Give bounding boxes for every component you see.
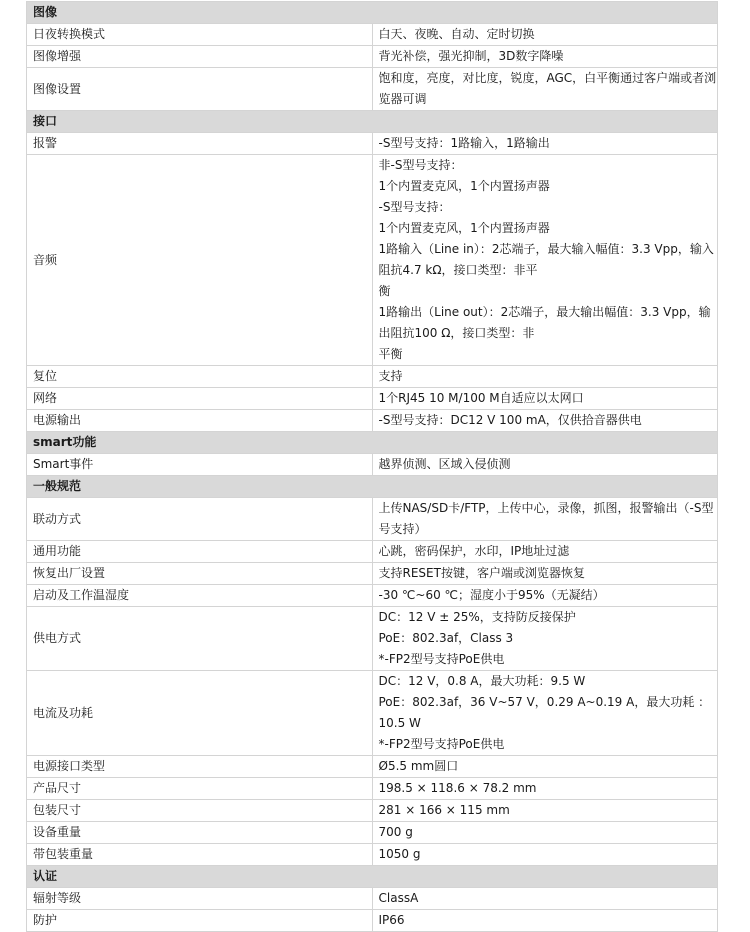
spec-key: 网络 (27, 388, 373, 410)
spec-key: 电流及功耗 (27, 671, 373, 756)
spec-row (27, 498, 718, 541)
section-header-row (27, 476, 718, 498)
spec-key: 报警 (27, 133, 373, 155)
spec-key: 图像增强 (27, 46, 373, 68)
spec-value (372, 541, 718, 563)
spec-row (27, 778, 718, 800)
spec-row (27, 133, 718, 155)
spec-row (27, 410, 718, 432)
spec-value (372, 133, 718, 155)
spec-table-body (27, 2, 718, 932)
spec-key: 供电方式 (27, 607, 373, 671)
spec-key: Smart事件 (27, 454, 373, 476)
spec-value (372, 756, 718, 778)
spec-key: 图像设置 (27, 68, 373, 111)
spec-row (27, 585, 718, 607)
spec-value-line: 平衡 (378, 347, 403, 361)
spec-value-line: 非-S型号支持： (378, 158, 463, 172)
spec-value-line: *-FP2型号支持PoE供电 (378, 737, 505, 751)
spec-key: 通用功能 (27, 541, 373, 563)
section-header-row (27, 866, 718, 888)
spec-row (27, 563, 718, 585)
spec-value-line: 700 g (378, 825, 413, 839)
spec-value-line: 越界侦测、区域入侵侦测 (378, 457, 511, 471)
spec-row (27, 68, 718, 111)
spec-row (27, 910, 718, 932)
spec-value-line: PoE：802.3af，36 V~57 V，0.29 A~0.19 A，最大功耗 ：10.5 W (378, 695, 711, 730)
spec-value-line: 支持 (378, 369, 403, 383)
spec-value (372, 366, 718, 388)
spec-row (27, 541, 718, 563)
spec-value (372, 388, 718, 410)
spec-value-line: DC：12 V ± 25%，支持防反接保护 (378, 610, 576, 624)
spec-value-line: 衡 (378, 284, 391, 298)
spec-value-line: -30 ℃~60 ℃；湿度小于95%（无凝结） (378, 588, 605, 602)
spec-value-line: 1个内置麦克风，1个内置扬声器 (378, 221, 550, 235)
spec-row (27, 607, 718, 671)
spec-value-line: IP66 (378, 913, 405, 927)
spec-row (27, 155, 718, 366)
spec-value-line: 背光补偿，强光抑制，3D数字降噪 (378, 49, 564, 63)
section-title: 图像 (27, 2, 718, 24)
spec-value-line: *-FP2型号支持PoE供电 (378, 652, 505, 666)
spec-value (372, 888, 718, 910)
spec-row (27, 800, 718, 822)
spec-key: 辐射等级 (27, 888, 373, 910)
spec-value (372, 498, 718, 541)
spec-value-line: 1路输出（Line out）：2芯端子，最大输出幅值：3.3 Vpp，输出阻抗100 Ω，接口类型：非 (378, 305, 711, 340)
spec-value (372, 585, 718, 607)
spec-value-line: -S型号支持：1路输入，1路输出 (378, 136, 550, 150)
spec-value-line: 1路输入（Line in）：2芯端子，最大输入幅值：3.3 Vpp，输入阻抗4.7 kΩ，接口类型：非平 (378, 242, 714, 277)
spec-row (27, 671, 718, 756)
spec-value-line: 281 × 166 × 115 mm (378, 803, 510, 817)
spec-value-line: 支持RESET按键，客户端或浏览器恢复 (378, 566, 585, 580)
spec-value-line: 上传NAS/SD卡/FTP，上传中心，录像，抓图，报警输出（-S型号支持） (378, 501, 714, 536)
spec-value-line: 1个内置麦克风，1个内置扬声器 (378, 179, 550, 193)
spec-value-line: 1个RJ45 10 M/100 M自适应以太网口 (378, 391, 584, 405)
spec-table (26, 1, 718, 932)
spec-value (372, 24, 718, 46)
spec-value-line: 心跳，密码保护，水印，IP地址过滤 (378, 544, 570, 558)
spec-key: 防护 (27, 910, 373, 932)
spec-row (27, 388, 718, 410)
spec-key: 带包装重量 (27, 844, 373, 866)
spec-value-line: 1050 g (378, 847, 421, 861)
spec-value-line: DC：12 V，0.8 A，最大功耗：9.5 W (378, 674, 586, 688)
spec-value-line: ClassA (378, 891, 419, 905)
spec-key: 日夜转换模式 (27, 24, 373, 46)
spec-key: 电源输出 (27, 410, 373, 432)
spec-value (372, 800, 718, 822)
spec-key: 联动方式 (27, 498, 373, 541)
spec-row (27, 24, 718, 46)
spec-row (27, 46, 718, 68)
section-header-row (27, 432, 718, 454)
spec-value (372, 410, 718, 432)
spec-row (27, 366, 718, 388)
spec-value-line: -S型号支持： (378, 200, 451, 214)
spec-value-line: PoE：802.3af，Class 3 (378, 631, 514, 645)
spec-row (27, 844, 718, 866)
spec-value (372, 844, 718, 866)
spec-key: 启动及工作温湿度 (27, 585, 373, 607)
spec-value-line: Ø5.5 mm圆口 (378, 759, 459, 773)
spec-value (372, 607, 718, 671)
spec-value-line: 198.5 × 118.6 × 78.2 mm (378, 781, 537, 795)
section-header-row (27, 111, 718, 133)
spec-value-line: 白天、夜晚、自动、定时切换 (378, 27, 535, 41)
spec-value (372, 822, 718, 844)
spec-value (372, 155, 718, 366)
spec-value (372, 454, 718, 476)
spec-row (27, 454, 718, 476)
spec-row (27, 756, 718, 778)
spec-value (372, 778, 718, 800)
spec-key: 音频 (27, 155, 373, 366)
spec-row (27, 888, 718, 910)
section-title: 接口 (27, 111, 718, 133)
section-title: smart功能 (27, 432, 718, 454)
spec-key: 恢复出厂设置 (27, 563, 373, 585)
spec-value (372, 910, 718, 932)
spec-row (27, 822, 718, 844)
section-header-row (27, 2, 718, 24)
section-title: 认证 (27, 866, 718, 888)
spec-key: 设备重量 (27, 822, 373, 844)
spec-key: 复位 (27, 366, 373, 388)
spec-value (372, 46, 718, 68)
section-title: 一般规范 (27, 476, 718, 498)
spec-value (372, 68, 718, 111)
spec-value-line: -S型号支持：DC12 V 100 mA，仅供拾音器供电 (378, 413, 642, 427)
spec-value (372, 563, 718, 585)
spec-value (372, 671, 718, 756)
spec-key: 电源接口类型 (27, 756, 373, 778)
spec-key: 产品尺寸 (27, 778, 373, 800)
spec-value-line: 饱和度，亮度，对比度，锐度，AGC，白平衡通过客户端或者浏览器可调 (378, 71, 717, 106)
spec-key: 包装尺寸 (27, 800, 373, 822)
